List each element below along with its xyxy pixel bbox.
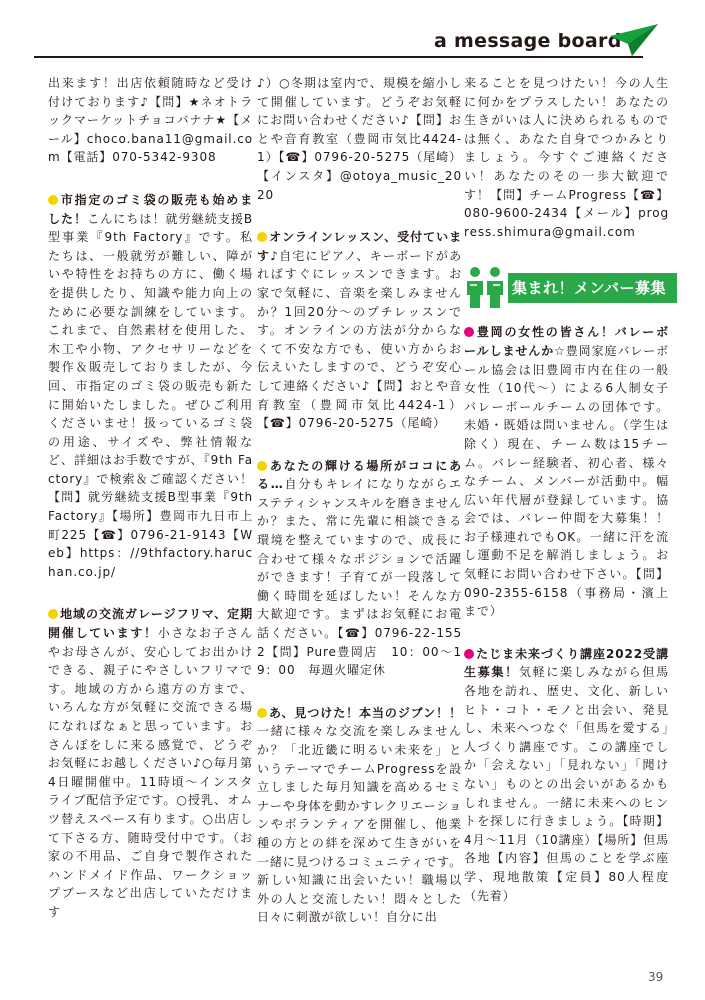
bullet-dot-icon bbox=[257, 708, 267, 718]
message-title: 地域の交流ガレージフリマ、定期開催しています！ bbox=[48, 607, 253, 641]
member-recruit-banner bbox=[464, 265, 669, 311]
message-item bbox=[257, 74, 462, 204]
column-1 bbox=[48, 74, 258, 946]
message-item bbox=[48, 74, 253, 167]
message-item bbox=[257, 228, 462, 433]
message-item bbox=[257, 704, 462, 927]
message-body: 豊岡家庭バレーボール協会は旧豊岡市内在住の一般女性（10代〜）による6人制女子バレーボールチームの団体です。未婚・既婚は問いません。（学生は除く）現在、チーム数は15チーム。バレー経験者、初心者、様々なチーム、メンバーが活動中。幅広い年代層が登録しています。協会では、バレー仲間を大募集！！お子様連れでもOK。一緒に汗を流し運動不足を解消しましょう。お気軽にお問い合わせ下さい。【問】090-2355-6158（事務局・濱上まで） bbox=[464, 343, 670, 619]
header-rule bbox=[34, 56, 643, 58]
banner-label: 集まれ！メンバー募集 bbox=[508, 273, 677, 303]
bullet-dot-icon bbox=[464, 327, 474, 337]
page-title: a message board bbox=[434, 30, 622, 52]
people-icon bbox=[464, 265, 508, 309]
message-title: あ、見つけた！本当のジブン！！ bbox=[269, 705, 462, 720]
message-body: 来ることを見つけたい！今の人生に何かをプラスしたい！あなたの生きがいは人に決められるものでは無く、あなた自身でつかみとりましょう。今すぐご連絡ください！あなたのその一歩大歓迎です！【問】チームProgress【☎】080-9600-2434【メール】progress.shimura@gmail.com bbox=[464, 76, 669, 239]
message-title: 豊岡の女性の皆さん！バレーボールしませんか☆ bbox=[464, 325, 669, 358]
message-body: こんにちは！就労継続支援B型事業『9th Factory』です。私たちは、一般就労が難しい、障がいや特性をお持ちの方に、働く場を提供したり、知識や能力向上のために必要な訓練をしています。これまで、自然素材を使用した、木工や小物、アクセサリーなどを製作＆販売しておりましたが、今回、市指定のゴミ袋の販売も新たに開始いたしました。ぜひご利用くださいませ！扱っているゴミ袋の用途、サイズや、弊社情報など、詳細はお手数ですが、『9th Factory』で検索＆ご確認ください！【問】就労継続支援B型事業『9th Factory』【場所】豊岡市九日市上町225【☎】0796-21-9143【Web】https：//9thfactory.haruchan.co.jp/ bbox=[48, 211, 258, 579]
paper-plane-icon bbox=[610, 22, 658, 58]
bullet-dot-icon bbox=[257, 232, 267, 242]
bullet-dot-icon bbox=[48, 195, 58, 205]
message-item bbox=[48, 605, 253, 921]
column-2 bbox=[257, 74, 462, 951]
column-3 bbox=[464, 74, 669, 929]
message-item bbox=[464, 323, 669, 621]
bullet-dot-icon bbox=[48, 609, 58, 619]
message-body: 小さなお子さんやお母さんが、安心してお出かけできる、親子にやさしいフリマです。地域の方から遠方の方まで、いろんな方が気軽に交流できる場になればなぁと思っています。おさんぽをしに来る感覚で、どうぞお気軽にお越しください♪○毎月第4日曜開催中。11時頃〜インスタライブ配信予定です。○授乳、オムツ替えスペース有ります。○出店して下さる方、随時受付中です。（お家の不用品、ご自身で製作されたハンドメイド作品、ワークショップブースなど出店していただけます bbox=[48, 626, 253, 919]
message-body: 自分もキレイになりながらエステティシャンスキルを磨きませんか？また、常に先輩に相談できる環境を整えていますので、成長に合わせて様々なポジションで活躍ができます！子育てが一段落して働く時間を延ばしたい！そんな方大歓迎です。まずはお気軽にお電話ください。【☎】0796-22-1552【問】Pure豊岡店 10：00〜19：00 毎週火曜定休 bbox=[257, 477, 462, 678]
message-body: 自宅にピアノ、キーボードがあればすぐにレッスンできます。お家で気軽に、音楽を楽しみませんか？1回20分〜のプチレッスンです。オンラインの方法が分からなくて不安な方でも、使い方からお伝えいたしますので、どうぞ安心して連絡ください♪【問】おとや音育教室（豊岡市気比4424-1）【☎】0796-20-5275（尾崎） bbox=[257, 248, 462, 431]
message-body: 出来ます！出店依頼随時など受け付けております♪【問】★ネオトラックマーケットチョコバナナ★【メール】choco.bana11@gmail.com【電話】070-5342-9308 bbox=[48, 76, 253, 165]
message-title: あなたの輝ける場所がココにある… bbox=[257, 458, 462, 492]
message-item bbox=[257, 457, 462, 680]
bullet-dot-icon bbox=[464, 649, 474, 659]
page-header bbox=[0, 0, 705, 70]
message-body: 一緒に様々な交流を楽しみませんか？「北近畿に明るい未来を」というテーマでチームProgressを設立しました毎月知識を高めるセミナーや身体を動かすレクリエーションやボランティアを開催し、他業種の方との絆を深めて生きがいを一緒に見つけるコミュニティです。新しい知識に出会いたい！職場以外の人と交流したい！悶々とした日々に刺激が欲しい！自分に出 bbox=[257, 724, 462, 925]
message-title: 市指定のゴミ袋の販売も始めました！ bbox=[48, 192, 253, 226]
message-body: ♪）○冬期は室内で、規模を縮小して開催しています。どうぞお気軽にお問い合わせください♪【問】おとや音育教室（豊岡市気比4424-1）【☎】0796-20-5275（尾崎）【インスタ】@otoya_music_2020 bbox=[257, 76, 462, 202]
message-item bbox=[464, 74, 669, 241]
message-title: オンラインレッスン、受付ています♪ bbox=[257, 230, 462, 263]
message-body: 気軽に楽しみながら但馬各地を訪れ、歴史、文化、新しいヒト・コト・モノと出会い、発見し、未来へつなぐ「但馬を愛する」人づくり講座です。この講座でしか「会えない」「見れない」「聞けない」ものとの出会いがあるかもしれません。一緒に未来へのヒントを探しに行きましょう。【時期】4月〜11月（10講座）【場所】但馬各地【内容】但馬のことを学ぶ座学、現地散策【定員】80人程度（先着） bbox=[464, 665, 669, 903]
page-number: 39 bbox=[648, 970, 664, 984]
message-item bbox=[48, 191, 258, 581]
message-title: たじま未来づくり講座2022受講生募集！ bbox=[464, 646, 669, 680]
bullet-dot-icon bbox=[257, 461, 267, 471]
message-item bbox=[464, 645, 669, 905]
